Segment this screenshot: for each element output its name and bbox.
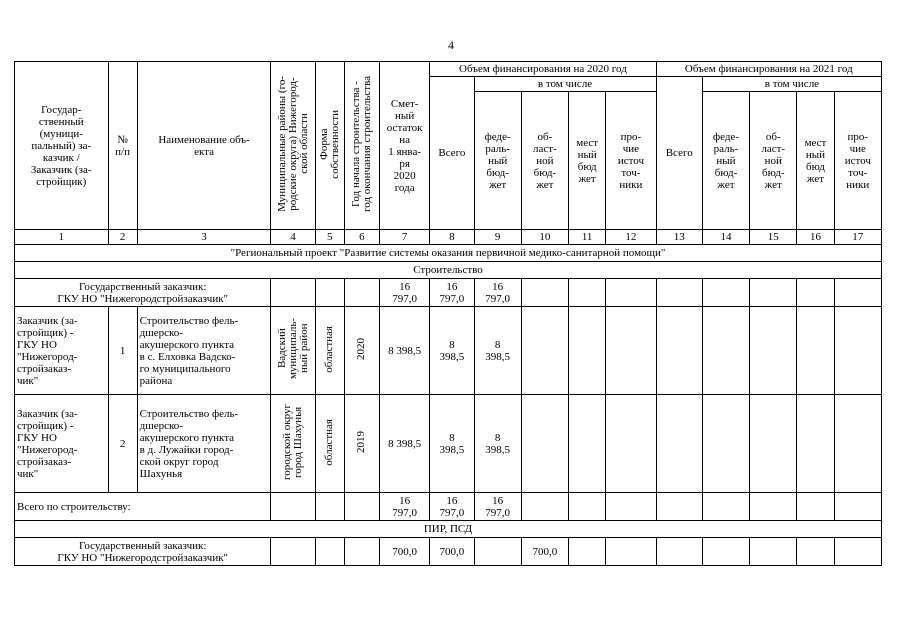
- header-regional-2021: об- ласт- ной бюд- жет: [750, 92, 797, 230]
- row-object: Строительство фель- дшерско- акушерского пункта в с. Елховка Вадско- го муниципального района: [137, 307, 271, 395]
- row-ownership: областная: [315, 395, 344, 493]
- col-number: 10: [521, 230, 568, 245]
- pir-customer-label: Государственный заказчик: ГКУ НО "Нижегородстройзаказчик": [15, 538, 271, 566]
- col-number: 17: [834, 230, 881, 245]
- state-customer-total: 16 797,0: [430, 279, 474, 307]
- row-district: Вадский муниципаль- ный район: [271, 307, 315, 395]
- page-number: 4: [448, 38, 454, 52]
- header-districts: Муниципальные районы (го- родские округа) Нижегород- ской области: [271, 62, 315, 230]
- row-year: 2019: [344, 395, 379, 493]
- section-pir: ПИР, ПСД: [15, 521, 882, 538]
- empty-cell: [271, 279, 315, 307]
- row-object: Строительство фель- дшерско- акушерского пункта в д. Лужайки город- ской округ город Шахунья: [137, 395, 271, 493]
- header-ownership: Форма собственности: [315, 62, 344, 230]
- row-customer: Заказчик (за- стройщик) - ГКУ НО "Нижегород- стройзаказ- чик": [15, 307, 109, 395]
- total-estimate: 16 797,0: [380, 493, 430, 521]
- header-incl-2021: в том числе: [702, 77, 881, 92]
- col-number: 2: [108, 230, 137, 245]
- header-fin-2021: Объем финансирования на 2021 год: [656, 62, 881, 77]
- col-number: 12: [606, 230, 656, 245]
- header-num: № п/п: [108, 62, 137, 230]
- col-number: 9: [474, 230, 521, 245]
- header-other-2021: про- чие источ точ- ники: [834, 92, 881, 230]
- header-federal-2020: феде- раль- ный бюд- жет: [474, 92, 521, 230]
- row-year: 2020: [344, 307, 379, 395]
- row-num: 2: [108, 395, 137, 493]
- col-number: 13: [656, 230, 702, 245]
- row-district: городской округ город Шахунья: [271, 395, 315, 493]
- total-total: 16 797,0: [430, 493, 474, 521]
- row-ownership: областная: [315, 307, 344, 395]
- row-total: 8 398,5: [430, 395, 474, 493]
- row-federal: 8 398,5: [474, 395, 521, 493]
- row-total: 8 398,5: [430, 307, 474, 395]
- col-number: 5: [315, 230, 344, 245]
- col-number: 3: [137, 230, 271, 245]
- state-customer-label: Государственный заказчик: ГКУ НО "Нижегородстройзаказчик": [15, 279, 271, 307]
- project-title: "Региональный проект "Развитие системы оказания первичной медико-санитарной помощи": [15, 245, 882, 262]
- header-customer: Государ- ственный (муници- пальный) за- казчик / Заказчик (за- стройщик): [15, 62, 109, 230]
- col-number: 4: [271, 230, 315, 245]
- header-other-2020: про- чие источ точ- ники: [606, 92, 656, 230]
- header-local-2021: мест ный бюд жет: [797, 92, 834, 230]
- header-fin-2020: Объем финансирования на 2020 год: [430, 62, 656, 77]
- col-number: 15: [750, 230, 797, 245]
- header-local-2020: мест ный бюд жет: [569, 92, 606, 230]
- section-construction: Строительство: [15, 262, 882, 279]
- col-number: 6: [344, 230, 379, 245]
- total-label: Всего по строительству:: [15, 493, 271, 521]
- total-federal: 16 797,0: [474, 493, 521, 521]
- header-total-2020: Всего: [430, 77, 474, 230]
- row-customer: Заказчик (за- стройщик) - ГКУ НО "Нижегород- стройзаказ- чик": [15, 395, 109, 493]
- header-object-name: Наименование объ- екта: [137, 62, 271, 230]
- col-number: 11: [569, 230, 606, 245]
- row-federal: 8 398,5: [474, 307, 521, 395]
- header-incl-2020: в том числе: [474, 77, 656, 92]
- state-customer-federal: 16 797,0: [474, 279, 521, 307]
- col-number: 7: [380, 230, 430, 245]
- financing-table: [14, 61, 882, 566]
- pir-estimate: 700,0: [380, 538, 430, 566]
- header-regional-2020: об- ласт- ной бюд- жет: [521, 92, 568, 230]
- row-num: 1: [108, 307, 137, 395]
- header-federal-2021: феде- раль- ный бюд- жет: [702, 92, 749, 230]
- pir-regional: 700,0: [521, 538, 568, 566]
- row-estimate: 8 398,5: [380, 395, 430, 493]
- header-total-2021: Всего: [656, 77, 702, 230]
- col-number: 8: [430, 230, 474, 245]
- state-customer-estimate: 16 797,0: [380, 279, 430, 307]
- pir-total: 700,0: [430, 538, 474, 566]
- empty-cell: [344, 279, 379, 307]
- col-number: 16: [797, 230, 834, 245]
- row-estimate: 8 398,5: [380, 307, 430, 395]
- header-estimate: Смет- ный остаток на 1 янва- ря 2020 года: [380, 62, 430, 230]
- col-number: 1: [15, 230, 109, 245]
- empty-cell: [315, 279, 344, 307]
- header-years: Год начала строительства - год окончания строительства: [344, 62, 379, 230]
- col-number: 14: [702, 230, 749, 245]
